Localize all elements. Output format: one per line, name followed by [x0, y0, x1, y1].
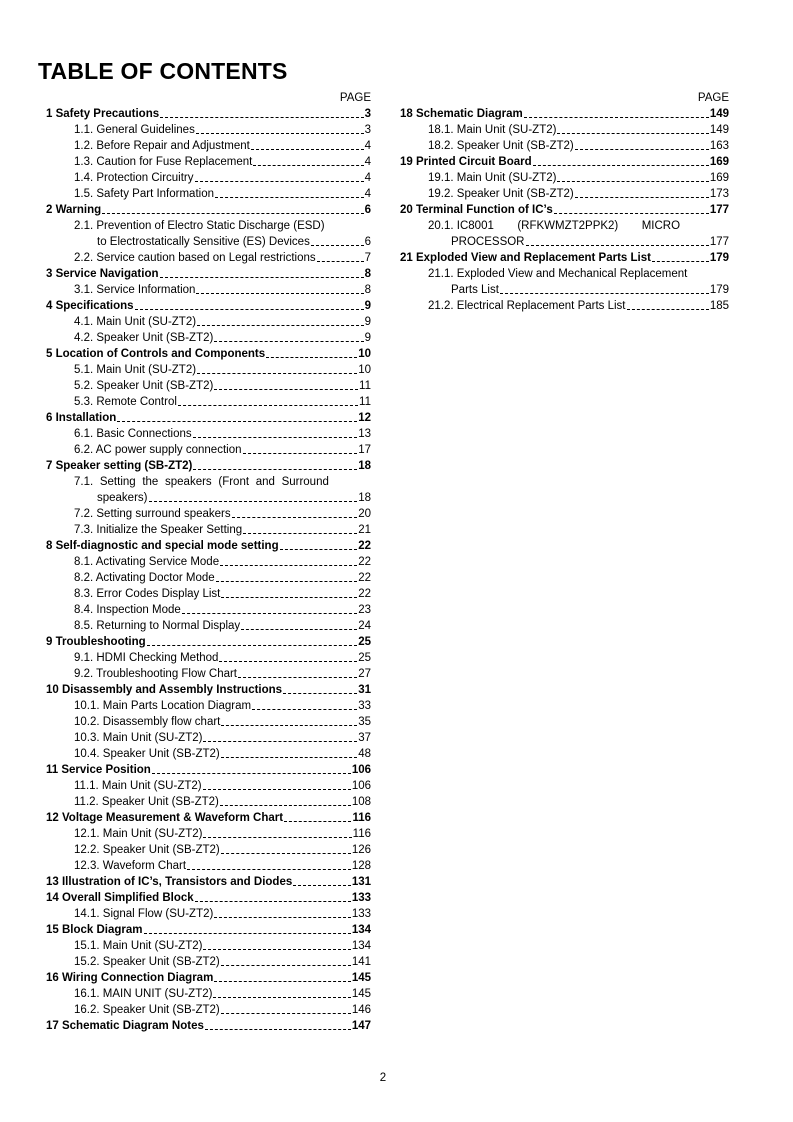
toc-entry: [46, 586, 371, 602]
toc-entry: [46, 730, 371, 746]
toc-entry: [46, 778, 371, 794]
toc-entry-word: 20.1. IC8001: [428, 220, 494, 232]
toc-entry: [400, 170, 729, 186]
toc-page-number: 8: [364, 268, 371, 280]
toc-page-number: 17: [358, 444, 371, 456]
toc-entry-title: to Electrostatically Sensitive (ES) Devices: [97, 236, 310, 248]
toc-page-number: 25: [358, 652, 371, 664]
toc-entry: [46, 234, 371, 250]
dot-leader: [280, 549, 358, 550]
toc-entry: [46, 794, 371, 810]
toc-page-number: 185: [709, 300, 729, 312]
toc-page-number: 4: [364, 140, 371, 152]
toc-entry-title: 4 Specifications: [46, 300, 134, 312]
toc-entry: [400, 266, 729, 282]
toc-entry-title: 18.2. Speaker Unit (SB-ZT2): [428, 140, 574, 152]
toc-entry: [46, 842, 371, 858]
toc-entry-title: 21 Exploded View and Replacement Parts List: [400, 252, 651, 264]
toc-entry-title: speakers): [97, 492, 148, 504]
toc-entry-title: 14 Overall Simplified Block: [46, 892, 194, 904]
toc-page-number: 147: [351, 1020, 371, 1032]
dot-leader: [147, 645, 358, 646]
toc-section: [46, 810, 371, 826]
toc-entry-title: 16.1. MAIN UNIT (SU-ZT2): [74, 988, 213, 1000]
toc-entry-title: 5.1. Main Unit (SU-ZT2): [74, 364, 197, 376]
toc-page-number: 149: [709, 124, 729, 136]
toc-entry: [46, 218, 371, 234]
toc-page-number: 23: [358, 604, 371, 616]
toc-section: [400, 154, 729, 170]
toc-page-number: 145: [351, 972, 371, 984]
toc-entry-title: 10 Disassembly and Assembly Instructions: [46, 684, 283, 696]
toc-entry: [400, 234, 729, 250]
toc-page-number: 169: [709, 156, 729, 168]
toc-entry-title: 10.2. Disassembly flow chart: [74, 716, 221, 728]
toc-entry-title: 7 Speaker setting (SB-ZT2): [46, 460, 193, 472]
toc-entry-title: 5 Location of Controls and Components: [46, 348, 266, 360]
dot-leader: [203, 837, 351, 838]
toc-page-number: 24: [358, 620, 371, 632]
toc-entry-title: 21.2. Electrical Replacement Parts List: [428, 300, 626, 312]
toc-section: [400, 202, 729, 218]
toc-entry-title: 7.3. Initialize the Speaker Setting: [74, 524, 243, 536]
dot-leader: [144, 933, 351, 934]
toc-page-number: 177: [709, 236, 729, 248]
toc-entry: [46, 170, 371, 186]
toc-entry-word: MICRO: [641, 220, 681, 232]
toc-entry: [400, 138, 729, 154]
toc-page-number: 173: [709, 188, 729, 200]
toc-section: [46, 890, 371, 906]
toc-page-number: 149: [709, 108, 729, 120]
toc-section: [46, 634, 371, 650]
toc-page-number: 27: [358, 668, 371, 680]
toc-page-number: 22: [358, 540, 371, 552]
toc-entry-title: 2.2. Service caution based on Legal restrictions: [74, 252, 316, 264]
toc-page-number: 11: [359, 396, 371, 408]
toc-entry-title: 10.1. Main Parts Location Diagram: [74, 700, 252, 712]
dot-leader: [652, 261, 709, 262]
toc-page-number: 11: [359, 380, 371, 392]
toc-entry-title: 12 Voltage Measurement & Waveform Chart: [46, 812, 284, 824]
toc-entry-title: 11.2. Speaker Unit (SB-ZT2): [74, 796, 219, 808]
toc-page-number: 116: [352, 812, 371, 824]
toc-entry-title: 21.1. Exploded View and Mechanical Replacement: [428, 268, 688, 280]
toc-page-number: 9: [364, 332, 371, 344]
toc-section: [46, 106, 371, 122]
dot-leader: [283, 693, 357, 694]
toc-entry: [46, 666, 371, 682]
dot-leader: [195, 901, 351, 902]
dot-leader: [117, 421, 357, 422]
toc-section: [46, 1018, 371, 1034]
toc-entry-title: 19 Printed Circuit Board: [400, 156, 532, 168]
dot-leader: [221, 853, 351, 854]
toc-page-number: 4: [364, 172, 371, 184]
dot-leader: [266, 357, 357, 358]
toc-section: [46, 410, 371, 426]
toc-entry-word: (RFKWMZT2PPK2): [517, 220, 619, 232]
toc-page-number: 9: [364, 316, 371, 328]
dot-leader: [575, 149, 709, 150]
dot-leader: [221, 757, 357, 758]
dot-leader: [214, 389, 358, 390]
toc-entry-title: 8.5. Returning to Normal Display: [74, 620, 241, 632]
dot-leader: [251, 149, 364, 150]
toc-entry-title: 9.2. Troubleshooting Flow Chart: [74, 668, 238, 680]
toc-page-number: 21: [358, 524, 371, 536]
toc-entry-word: (Front: [218, 476, 250, 488]
toc-entry: [46, 506, 371, 522]
dot-leader: [627, 309, 709, 310]
toc-section: [46, 874, 371, 890]
dot-leader: [196, 293, 363, 294]
toc-entry-title: 6.2. AC power supply connection: [74, 444, 242, 456]
toc-entry: [46, 282, 371, 298]
toc-section: [46, 682, 371, 698]
toc-entry-title: 13 Illustration of IC’s, Transistors and Diodes: [46, 876, 293, 888]
dot-leader: [252, 709, 357, 710]
dot-leader: [284, 821, 351, 822]
dot-leader: [160, 117, 363, 118]
toc-entry-word: Surround: [281, 476, 329, 488]
toc-entry: [46, 1002, 371, 1018]
toc-page-number: 12: [358, 412, 371, 424]
toc-entry-title: 6.1. Basic Connections: [74, 428, 192, 440]
toc-page-number: 35: [358, 716, 371, 728]
toc-page-number: 8: [364, 284, 371, 296]
dot-leader: [196, 133, 364, 134]
dot-leader: [220, 565, 357, 566]
toc-entry: [46, 378, 371, 394]
toc-entry-title: 5.3. Remote Control: [74, 396, 177, 408]
toc-page-number: 179: [709, 284, 729, 296]
dot-leader: [214, 981, 351, 982]
toc-entry: [400, 218, 729, 234]
toc-page-number: 3: [364, 108, 371, 120]
toc-entry-title: 8.1. Activating Service Mode: [74, 556, 220, 568]
toc-page-number: 134: [351, 940, 371, 952]
toc-section: [46, 970, 371, 986]
toc-entry-title: 17 Schematic Diagram Notes: [46, 1020, 204, 1032]
toc-entry-title: 8.2. Activating Doctor Mode: [74, 572, 215, 584]
toc-entry: [46, 618, 371, 634]
toc-section: [46, 298, 371, 314]
toc-section: [46, 346, 371, 362]
toc-page-number: 22: [358, 588, 371, 600]
toc-entry-title: 20 Terminal Function of IC’s: [400, 204, 553, 216]
toc-entry-title: PROCESSOR: [451, 236, 525, 248]
dot-leader: [221, 725, 357, 726]
dot-leader: [214, 341, 363, 342]
toc-entry-title: 1.3. Caution for Fuse Replacement: [74, 156, 253, 168]
toc-entry: [400, 282, 729, 298]
toc-entry-title: 8 Self-diagnostic and special mode setting: [46, 540, 279, 552]
toc-entry-title: 2 Warning: [46, 204, 102, 216]
toc-entry-title: 16 Wiring Connection Diagram: [46, 972, 214, 984]
toc-entry: [46, 554, 371, 570]
dot-leader: [203, 949, 350, 950]
toc-section: [400, 250, 729, 266]
toc-page-number: 22: [358, 572, 371, 584]
toc-page-number: 4: [364, 156, 371, 168]
dot-leader: [221, 965, 351, 966]
dot-leader: [221, 1013, 351, 1014]
toc-entry-title: 10.3. Main Unit (SU-ZT2): [74, 732, 203, 744]
toc-entry-title: [428, 218, 680, 234]
toc-entry-title: 12.1. Main Unit (SU-ZT2): [74, 828, 203, 840]
toc-page-number: 6: [364, 204, 371, 216]
dot-leader: [524, 117, 709, 118]
toc-entry: [46, 138, 371, 154]
dot-leader: [214, 917, 350, 918]
dot-leader: [220, 805, 351, 806]
toc-entry: [46, 362, 371, 378]
toc-entry-word: Setting: [99, 476, 136, 488]
dot-leader: [238, 677, 357, 678]
dot-leader: [557, 181, 708, 182]
dot-leader: [193, 469, 357, 470]
toc-page-number: 37: [358, 732, 371, 744]
dot-leader: [203, 741, 357, 742]
toc-page-number: 163: [709, 140, 729, 152]
toc-page-number: 179: [709, 252, 729, 264]
toc-page-number: 7: [364, 252, 371, 264]
toc-entry-title: 5.2. Speaker Unit (SB-ZT2): [74, 380, 214, 392]
dot-leader: [216, 581, 358, 582]
toc-page-number: 106: [351, 764, 371, 776]
toc-entry-title: 11 Service Position: [46, 764, 151, 776]
toc-page-number: 9: [364, 300, 371, 312]
dot-leader: [575, 197, 709, 198]
dot-leader: [293, 885, 351, 886]
toc-entry-title: [74, 474, 329, 490]
toc-entry-title: 15.2. Speaker Unit (SB-ZT2): [74, 956, 220, 968]
toc-entry-word: the: [142, 476, 159, 488]
dot-leader: [241, 629, 357, 630]
toc-entry: [400, 186, 729, 202]
toc-entry-title: 12.2. Speaker Unit (SB-ZT2): [74, 844, 220, 856]
dot-leader: [554, 213, 709, 214]
dot-leader: [197, 325, 364, 326]
toc-page-number: 20: [358, 508, 371, 520]
toc-entry: [46, 154, 371, 170]
toc-page-number: 22: [358, 556, 371, 568]
toc-entry: [46, 826, 371, 842]
toc-entry: [46, 602, 371, 618]
toc-entry: [46, 250, 371, 266]
toc-entry-word: 7.1.: [74, 476, 94, 488]
toc-entry-title: 16.2. Speaker Unit (SB-ZT2): [74, 1004, 220, 1016]
toc-entry: [400, 298, 729, 314]
toc-entry-title: 3 Service Navigation: [46, 268, 159, 280]
toc-page-number: 134: [351, 924, 371, 936]
toc-section: [46, 538, 371, 554]
toc-page-number: 133: [351, 908, 371, 920]
toc-entry: [46, 314, 371, 330]
dot-leader: [197, 373, 357, 374]
toc-page-number: 128: [351, 860, 371, 872]
toc-entry: [46, 986, 371, 1002]
toc-column-right: [400, 90, 729, 314]
toc-page-number: 141: [351, 956, 371, 968]
toc-entry-title: 7.2. Setting surround speakers: [74, 508, 231, 520]
toc-entry-title: 19.1. Main Unit (SU-ZT2): [428, 172, 557, 184]
toc-entry: [46, 474, 371, 490]
dot-leader: [500, 293, 709, 294]
toc-page-number: 131: [351, 876, 371, 888]
dot-leader: [221, 597, 357, 598]
toc-entry-title: 12.3. Waveform Chart: [74, 860, 187, 872]
dot-leader: [526, 245, 709, 246]
toc-entry-title: 10.4. Speaker Unit (SB-ZT2): [74, 748, 220, 760]
toc-entry-title: 9.1. HDMI Checking Method: [74, 652, 219, 664]
dot-leader: [182, 613, 357, 614]
toc-entry-title: 1.4. Protection Circuitry: [74, 172, 194, 184]
page-number: 2: [379, 1072, 387, 1084]
toc-entry-title: 2.1. Prevention of Electro Static Discharge (ESD): [74, 220, 325, 232]
toc-entry-title: 6 Installation: [46, 412, 117, 424]
dot-leader: [135, 309, 364, 310]
toc-entry-title: 15.1. Main Unit (SU-ZT2): [74, 940, 203, 952]
page-column-header: PAGE: [697, 92, 729, 104]
dot-leader: [232, 517, 358, 518]
toc-entry: [46, 954, 371, 970]
dot-leader: [178, 405, 358, 406]
toc-page-number: 4: [364, 188, 371, 200]
toc-section: [46, 762, 371, 778]
page-column-header: PAGE: [339, 92, 371, 104]
toc-entry: [46, 698, 371, 714]
toc-entry-word: speakers: [165, 476, 212, 488]
toc-entry: [46, 906, 371, 922]
dot-leader: [195, 181, 364, 182]
dot-leader: [102, 213, 363, 214]
dot-leader: [243, 533, 357, 534]
dot-leader: [152, 773, 351, 774]
dot-leader: [253, 165, 363, 166]
toc-section: [400, 106, 729, 122]
toc-entry-title: 18 Schematic Diagram: [400, 108, 523, 120]
dot-leader: [193, 437, 358, 438]
toc-entry-title: 11.1. Main Unit (SU-ZT2): [74, 780, 202, 792]
toc-entry: [46, 858, 371, 874]
toc-entry: [46, 490, 371, 506]
toc-page-number: 116: [352, 828, 371, 840]
toc-entry-title: 19.2. Speaker Unit (SB-ZT2): [428, 188, 574, 200]
toc-page-number: 3: [364, 124, 371, 136]
dot-leader: [213, 997, 350, 998]
toc-entry: [46, 522, 371, 538]
toc-page-number: 25: [358, 636, 371, 648]
dot-leader: [160, 277, 364, 278]
toc-entry: [46, 426, 371, 442]
toc-entry: [46, 650, 371, 666]
dot-leader: [203, 789, 351, 790]
toc-entry: [46, 442, 371, 458]
toc-entry: [46, 746, 371, 762]
toc-entry: [46, 570, 371, 586]
toc-page-number: 146: [351, 1004, 371, 1016]
toc-page-number: 145: [351, 988, 371, 1000]
toc-page-number: 10: [358, 348, 371, 360]
toc-entry: [46, 186, 371, 202]
toc-entry-word: and: [255, 476, 275, 488]
dot-leader: [187, 869, 351, 870]
toc-page-number: 18: [358, 460, 371, 472]
toc-entry-title: 3.1. Service Information: [74, 284, 196, 296]
toc-entry: [46, 938, 371, 954]
toc-page-number: 13: [358, 428, 371, 440]
toc-page-number: 177: [709, 204, 729, 216]
dot-leader: [219, 661, 357, 662]
dot-leader: [205, 1029, 351, 1030]
toc-entry: [46, 122, 371, 138]
toc-entry-title: 4.1. Main Unit (SU-ZT2): [74, 316, 197, 328]
toc-page-number: 133: [351, 892, 371, 904]
dot-leader: [215, 197, 364, 198]
toc-section: [46, 458, 371, 474]
dot-leader: [557, 133, 708, 134]
toc-entry-title: 15 Block Diagram: [46, 924, 143, 936]
toc-entry-title: 14.1. Signal Flow (SU-ZT2): [74, 908, 214, 920]
toc-page-number: 10: [358, 364, 371, 376]
toc-page-number: 6: [364, 236, 371, 248]
dot-leader: [533, 165, 709, 166]
toc-page-number: 169: [709, 172, 729, 184]
toc-entry-title: 8.3. Error Codes Display List: [74, 588, 221, 600]
toc-page-number: 48: [358, 748, 371, 760]
toc-entry-title: 1.1. General Guidelines: [74, 124, 195, 136]
toc-section: [46, 202, 371, 218]
toc-entry: [46, 394, 371, 410]
toc-page-number: 18: [358, 492, 371, 504]
toc-entry: [46, 330, 371, 346]
toc-entry: [400, 122, 729, 138]
toc-page-number: 108: [351, 796, 371, 808]
toc-page-number: 126: [351, 844, 371, 856]
toc-column-left: [46, 90, 371, 1034]
dot-leader: [149, 501, 358, 502]
toc-page-number: 31: [358, 684, 371, 696]
toc-entry-title: 1.5. Safety Part Information: [74, 188, 214, 200]
toc-entry-title: 8.4. Inspection Mode: [74, 604, 181, 616]
dot-leader: [317, 261, 364, 262]
toc-entry-title: Parts List: [451, 284, 499, 296]
toc-entry: [46, 714, 371, 730]
dot-leader: [311, 245, 364, 246]
toc-entry-title: 4.2. Speaker Unit (SB-ZT2): [74, 332, 214, 344]
toc-entry-title: 1.2. Before Repair and Adjustment: [74, 140, 250, 152]
page-title: TABLE OF CONTENTS: [38, 58, 288, 84]
toc-entry-title: 1 Safety Precautions: [46, 108, 160, 120]
toc-entry-title: 9 Troubleshooting: [46, 636, 146, 648]
toc-page-number: 33: [358, 700, 371, 712]
toc-section: [46, 922, 371, 938]
dot-leader: [243, 453, 358, 454]
toc-entry-title: 18.1. Main Unit (SU-ZT2): [428, 124, 557, 136]
toc-page-number: 106: [351, 780, 371, 792]
toc-section: [46, 266, 371, 282]
